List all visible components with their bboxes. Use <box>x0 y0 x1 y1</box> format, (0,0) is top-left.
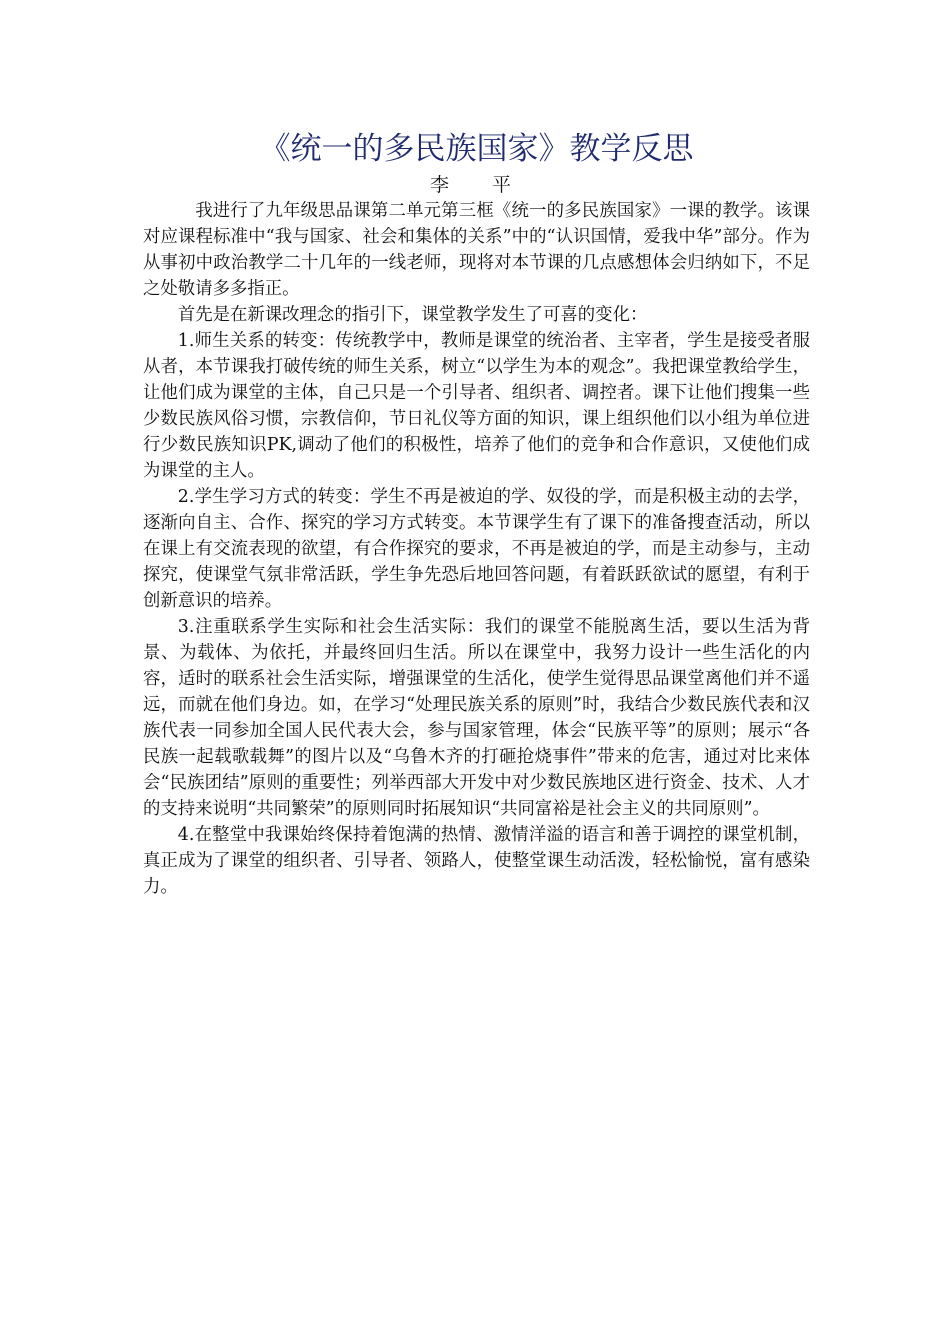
paragraph-overview: 首先是在新课改理念的指引下，课堂教学发生了可喜的变化： <box>177 305 648 325</box>
paragraph-intro: 我进行了九年级思品课第二单元第三框《统一的多民族国家》一课的教学。该课对应课程标准中“我与国家、社会和集体的关系”中的“认识国情，爱我中华”部分。作为从事初中政治教学二十几年的一线老师，现将对本节课的几点感想体会归纳如下，不足之处敬请多多指正。 <box>143 201 810 299</box>
paragraph-point-4: 4.在整堂中我课始终保持着饱满的热情、激情洋溢的语言和善于调控的课堂机制，真正成为了课堂的组织者、引导者、领路人，使整堂课生动活泼，轻松愉悦，富有感染力。 <box>143 825 810 897</box>
document-page <box>143 126 810 900</box>
paragraph-point-3: 3.注重联系学生实际和社会生活实际：我们的课堂不能脱离生活，要以生活为背景、为载体、为依托，并最终回归生活。所以在课堂中，我努力设计一些生活化的内容，适时的联系社会生活实际，增强课堂的生活化，使学生觉得思品课堂离他们并不遥远，而就在他们身边。如，在学习“处理民族关系的原则”时，我结合少数民族代表和汉族代表一同参加全国人民代表大会，参与国家管理，体会“民族平等”的原则；展示“各民族一起载歌载舞”的图片以及“乌鲁木齐的打砸抢烧事件”带来的危害，通过对比来体会“民族团结”原则的重要性；列举西部大开发中对少数民族地区进行资金、技术、人才的支持来说明“共同繁荣”的原则同时拓展知识“共同富裕是社会主义的共同原则”。 <box>143 617 810 819</box>
document-title: 《统一的多民族国家》教学反思 <box>259 131 694 167</box>
paragraph-point-1: 1.师生关系的转变：传统教学中，教师是课堂的统治者、主宰者，学生是接受者服从者，本节课我打破传统的师生关系，树立“以学生为本的观念”。我把课堂教给学生，让他们成为课堂的主体，自己只是一个引导者、组织者、调控者。课下让他们搜集一些少数民族风俗习惯，宗教信仰，节日礼仪等方面的知识，课上组织他们以小组为单位进行少数民族知识PK,调动了他们的积极性，培养了他们的竞争和合作意识，又使他们成为课堂的主人。 <box>143 331 810 481</box>
paragraph-point-2: 2.学生学习方式的转变：学生不再是被迫的学、奴役的学，而是积极主动的去学，逐渐向自主、合作、探究的学习方式转变。本节课学生有了课下的准备搜查活动，所以在课上有交流表现的欲望，有合作探究的要求，不再是被迫的学，而是主动参与，主动探究，使课堂气氛非常活跃，学生争先恐后地回答问题，有着跃跃欲试的愿望，有利于创新意识的培养。 <box>143 487 810 611</box>
document-author: 李 平 <box>429 174 523 196</box>
